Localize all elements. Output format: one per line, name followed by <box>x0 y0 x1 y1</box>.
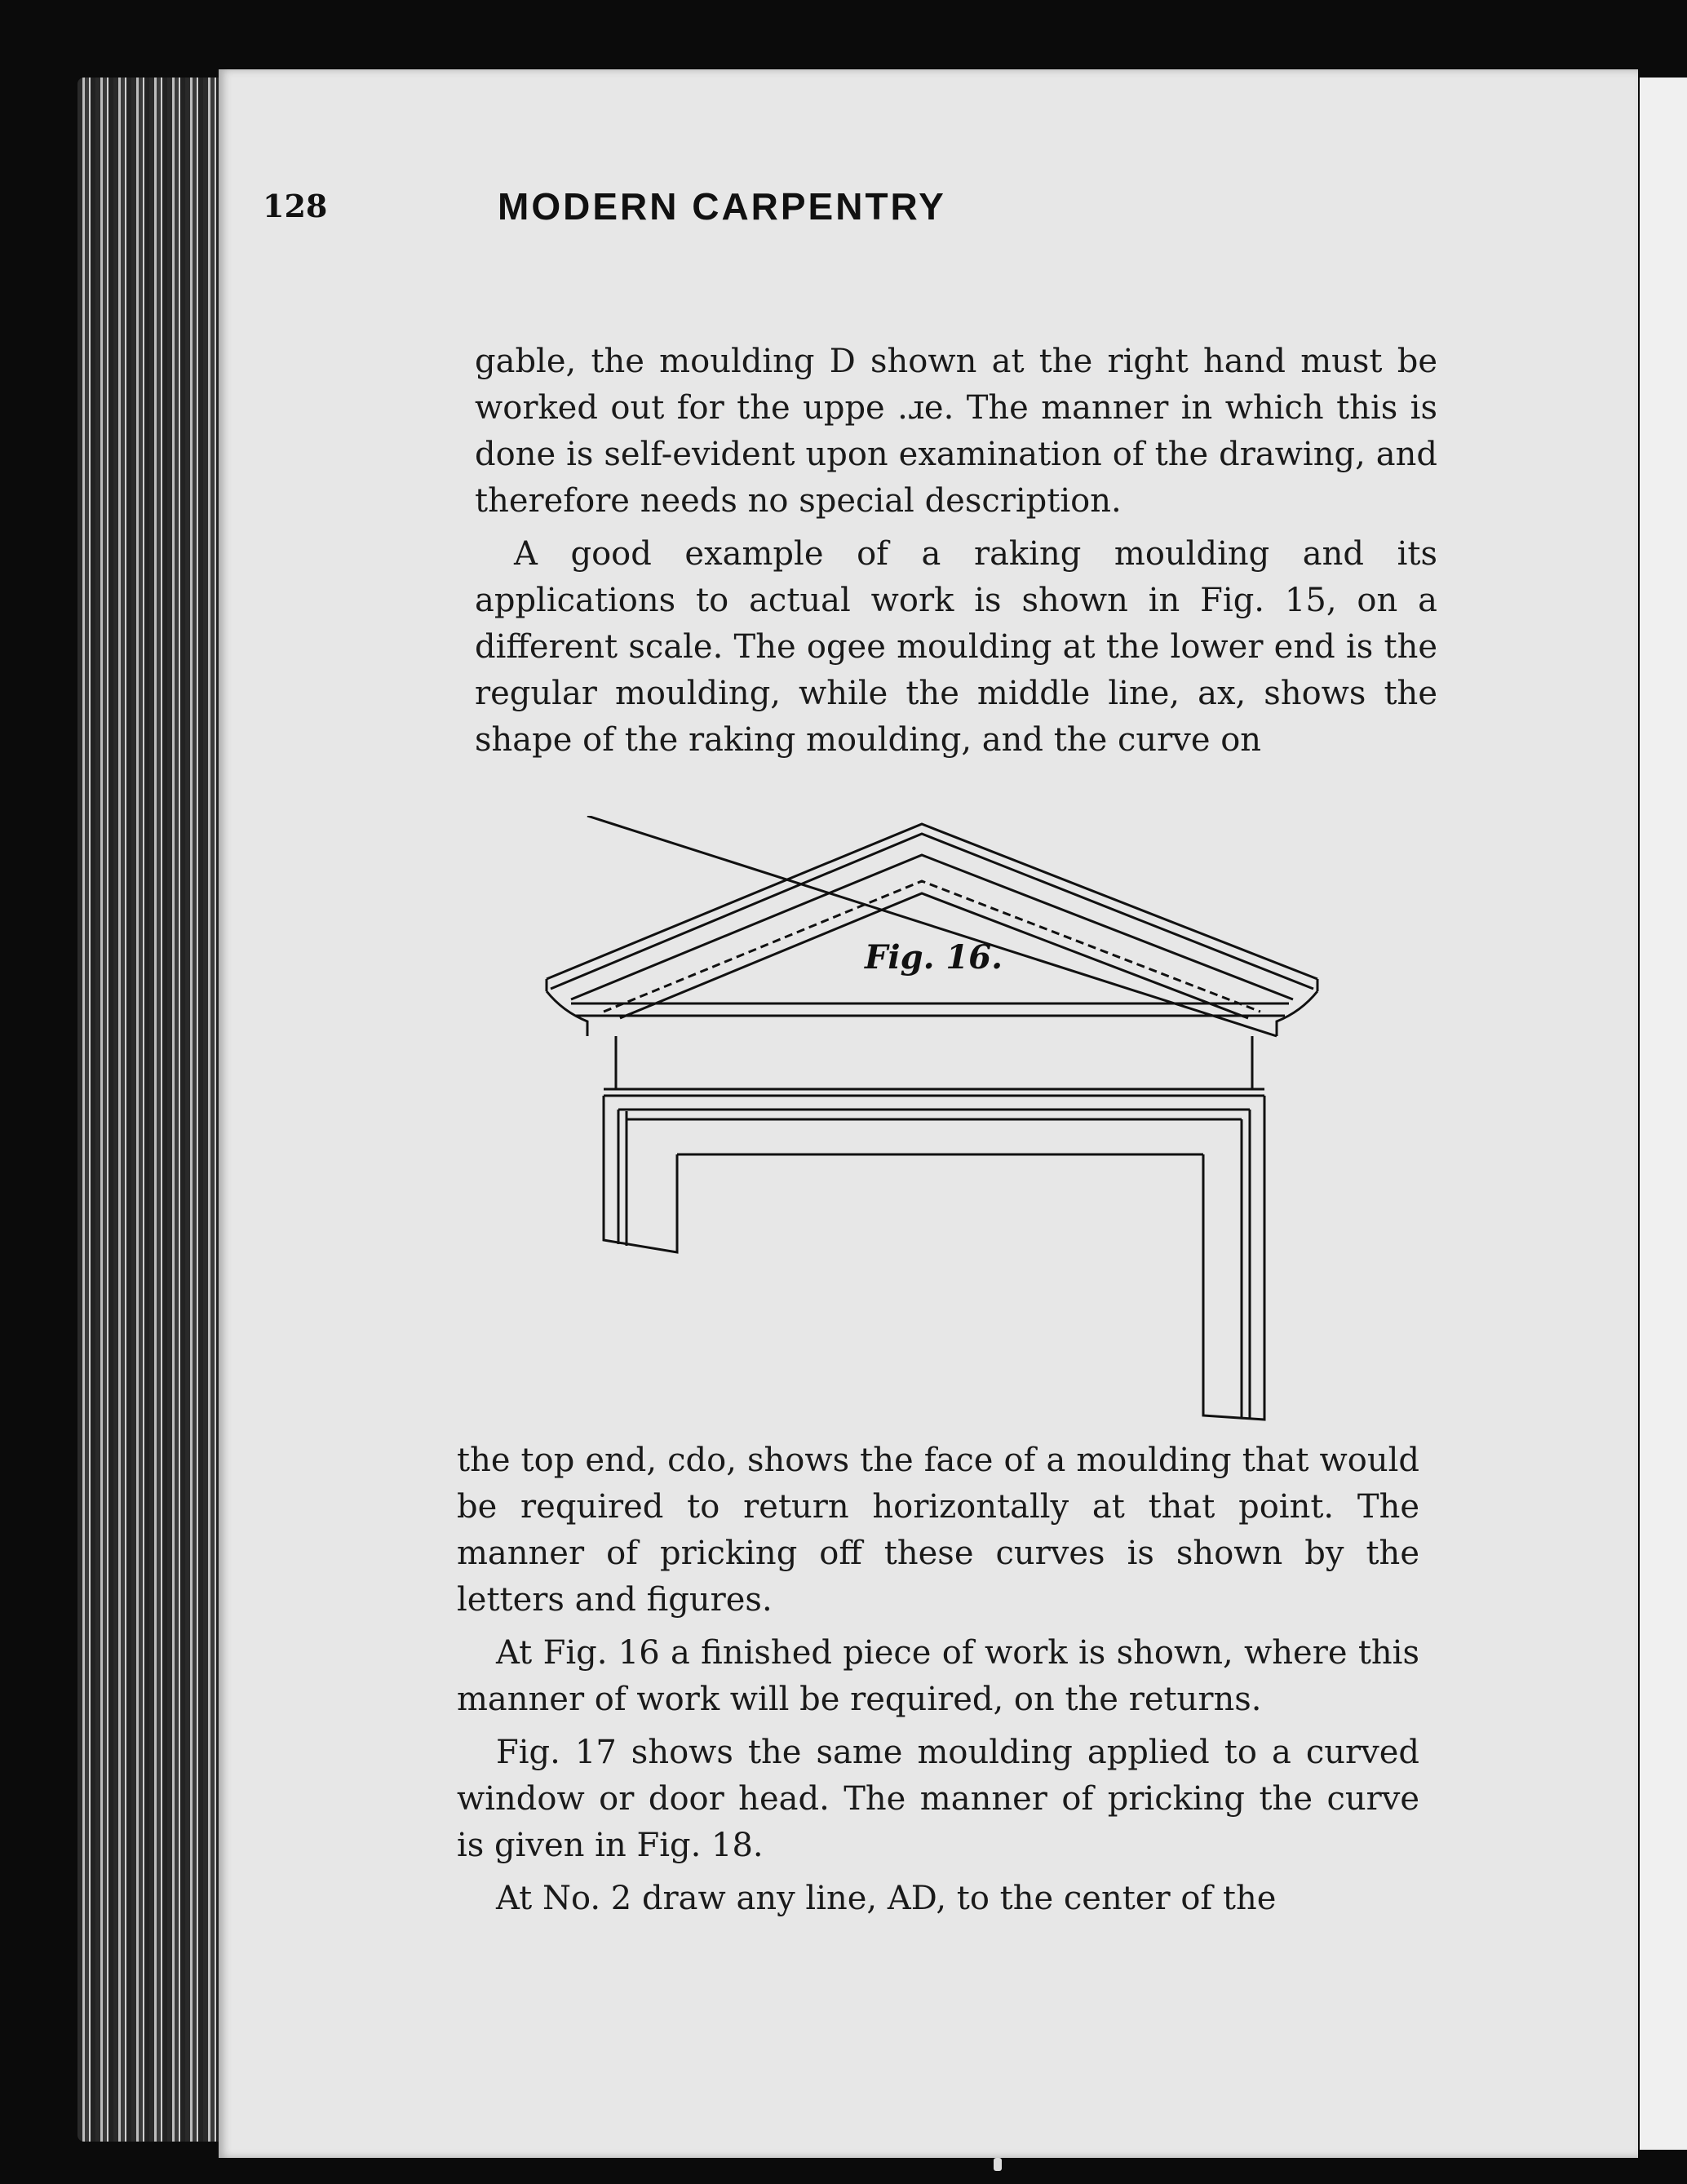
page-number: 128 <box>263 188 328 224</box>
paragraph-3: the top end, cdo, shows the face of a moulding that would be required to return horizontally at that point. The manner of pricking off these curves is shown by the letters and figures. <box>457 1442 1419 1619</box>
figure-16 <box>538 816 1322 1436</box>
figure-caption: Fig. 16. <box>865 938 1003 977</box>
book-page-edges <box>77 78 237 2142</box>
paragraph-4: At Fig. 16 a finished piece of work is shown, where this manner of work will be required, on the returns. <box>457 1634 1419 1718</box>
text-block-top <box>475 339 1437 764</box>
text-block-bottom <box>457 1438 1419 1922</box>
pediment-door-head-drawing <box>538 816 1322 1436</box>
scan-speck <box>994 2158 1002 2171</box>
paragraph-5: Fig. 17 shows the same moulding applied to a curved window or door head. The manner of pricking the curve is given in Fig. 18. <box>457 1734 1419 1864</box>
paragraph-6: At No. 2 draw any line, AD, to the center of the <box>496 1880 1277 1917</box>
facing-page-edge <box>1640 78 1687 2150</box>
running-title: MODERN CARPENTRY <box>498 185 946 228</box>
paragraph-1: gable, the moulding D shown at the right hand must be worked out for the uppe .ɹe. The manner in which this is done is self-evident upon examination of the drawing, and therefore needs no special description. <box>475 343 1437 520</box>
paragraph-2: A good example of a raking moulding and its applications to actual work is shown in Fig. 15, on a different scale. The ogee moulding at the lower end is the regular moulding, while the middle line, ax, shows the shape of the raking moulding, and the curve on <box>475 535 1437 759</box>
